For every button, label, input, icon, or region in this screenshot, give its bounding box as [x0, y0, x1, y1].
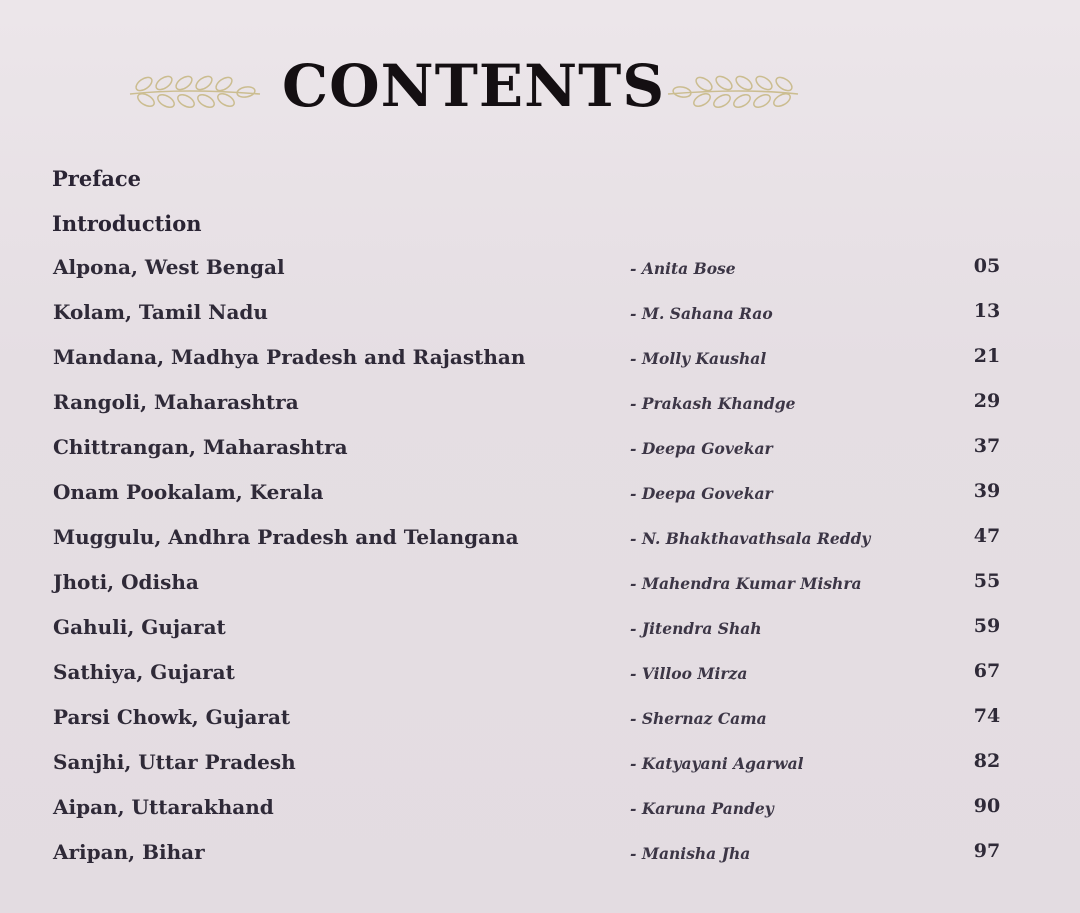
list-item[interactable]	[0, 562, 1080, 606]
list-item[interactable]	[0, 742, 1080, 786]
list-item[interactable]	[0, 382, 1080, 426]
entry-page-number: 39	[973, 480, 1001, 502]
entry-author: - M. Sahana Rao	[630, 304, 773, 323]
list-item[interactable]	[0, 472, 1080, 516]
entry-title: Parsi Chowk, Gujarat	[53, 705, 291, 729]
entry-page-number: 21	[973, 345, 1001, 367]
list-item[interactable]	[0, 697, 1080, 741]
entry-title: Alpona, West Bengal	[53, 255, 285, 279]
laurel-ornament-icon	[124, 64, 264, 108]
laurel-ornament-icon	[664, 64, 804, 108]
entry-author: - N. Bhakthavathsala Reddy	[630, 529, 871, 548]
entry-title: Rangoli, Maharashtra	[53, 390, 299, 414]
entry-title: Sathiya, Gujarat	[53, 660, 235, 684]
entry-author: - Anita Bose	[630, 259, 736, 278]
list-item[interactable]	[0, 292, 1080, 336]
entry-title: Gahuli, Gujarat	[53, 615, 226, 639]
entry-page-number: 97	[973, 840, 1001, 862]
list-item[interactable]	[0, 832, 1080, 876]
entry-page-number: 29	[973, 390, 1001, 412]
entry-page-number: 67	[973, 660, 1001, 682]
page-title: CONTENTS	[282, 52, 666, 120]
entry-author: - Jitendra Shah	[630, 619, 762, 638]
section-title: Preface	[52, 166, 142, 191]
entry-page-number: 82	[973, 750, 1001, 772]
entry-page-number: 55	[973, 570, 1001, 592]
list-item[interactable]	[0, 607, 1080, 651]
entry-title: Kolam, Tamil Nadu	[53, 300, 268, 324]
list-item[interactable]	[0, 158, 1080, 202]
list-item[interactable]	[0, 652, 1080, 696]
entry-author: - Molly Kaushal	[630, 349, 767, 368]
list-item[interactable]	[0, 337, 1080, 381]
contents-header	[0, 44, 1080, 134]
entry-page-number: 47	[973, 525, 1001, 547]
entry-page-number: 59	[973, 615, 1001, 637]
entry-page-number: 90	[973, 795, 1001, 817]
entry-page-number: 37	[973, 435, 1001, 457]
entry-author: - Villoo Mirza	[630, 664, 748, 683]
entry-title: Onam Pookalam, Kerala	[53, 480, 324, 504]
list-item[interactable]	[0, 203, 1080, 247]
entry-page-number: 13	[973, 300, 1001, 322]
entry-author: - Prakash Khandge	[630, 394, 796, 413]
entry-author: - Mahendra Kumar Mishra	[630, 574, 862, 593]
entry-title: Jhoti, Odisha	[53, 570, 199, 594]
entry-author: - Deepa Govekar	[630, 484, 773, 503]
entry-author: - Deepa Govekar	[630, 439, 773, 458]
entry-author: - Karuna Pandey	[630, 799, 774, 818]
entry-author: - Shernaz Cama	[630, 709, 767, 728]
entry-author: - Katyayani Agarwal	[630, 754, 804, 773]
entry-title: Mandana, Madhya Pradesh and Rajasthan	[53, 345, 526, 369]
entry-title: Muggulu, Andhra Pradesh and Telangana	[53, 525, 519, 549]
list-item[interactable]	[0, 427, 1080, 471]
entry-title: Chittrangan, Maharashtra	[53, 435, 348, 459]
entry-title: Aripan, Bihar	[53, 840, 205, 864]
list-item[interactable]	[0, 517, 1080, 561]
list-item[interactable]	[0, 787, 1080, 831]
entry-author: - Manisha Jha	[630, 844, 751, 863]
entry-title: Aipan, Uttarakhand	[53, 795, 274, 819]
entry-page-number: 74	[973, 705, 1001, 727]
entry-page-number: 05	[973, 255, 1001, 277]
list-item[interactable]	[0, 247, 1080, 291]
section-title: Introduction	[52, 211, 202, 236]
entry-title: Sanjhi, Uttar Pradesh	[53, 750, 296, 774]
